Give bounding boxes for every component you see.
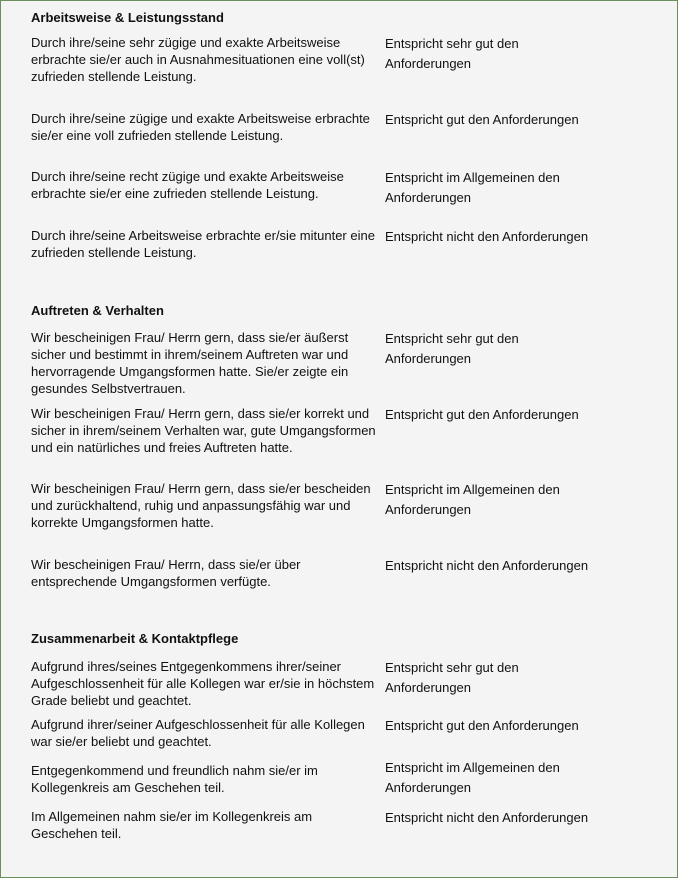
rating-text: Entspricht im Allgemeinen den Anforderungen (385, 170, 560, 205)
rating-text: Entspricht im Allgemeinen den Anforderungen (385, 760, 560, 795)
statement-text: Durch ihre/seine zügige und exakte Arbeitsweise erbrachte sie/er eine voll zufrieden stellende Leistung. (31, 111, 370, 143)
statement-text: Durch ihre/seine Arbeitsweise erbrachte er/sie mitunter eine zufrieden stellende Leistung. (31, 228, 375, 260)
statement-text: Im Allgemeinen nahm sie/er im Kollegenkreis am Geschehen teil. (31, 809, 313, 841)
rating-text: Entspricht nicht den Anforderungen (385, 558, 589, 573)
statement-text: Entgegenkommend und freundlich nahm sie/er im Kollegenkreis am Geschehen teil. (31, 763, 318, 795)
rating-text: Entspricht gut den Anforderungen (385, 112, 579, 127)
section-heading-auftreten: Auftreten & Verhalten (31, 303, 164, 318)
statement-text: Wir bescheinigen Frau/ Herrn, dass sie/er über entsprechende Umgangsformen verfügte. (31, 557, 301, 589)
statement-text: Aufgrund ihres/seines Entgegenkommens ihrer/seiner Aufgeschlossenheit für alle Kollegen war er/sie in höchstem Grade beliebt und geachtet. (31, 659, 375, 708)
rating-text: Entspricht sehr gut den Anforderungen (385, 36, 519, 71)
statement-text: Durch ihre/seine recht zügige und exakte Arbeitsweise erbrachte sie/er eine zufrieden stellende Leistung. (31, 169, 344, 201)
section-heading-zusammenarbeit: Zusammenarbeit & Kontaktpflege (31, 631, 239, 646)
rating-text: Entspricht sehr gut den Anforderungen (385, 660, 519, 695)
statement-text: Wir bescheinigen Frau/ Herrn gern, dass sie/er bescheiden und zurückhaltend, ruhig und anpassungsfähig war und korrekte Umgangsformen hatte. (31, 481, 371, 530)
rating-text: Entspricht gut den Anforderungen (385, 407, 579, 422)
section-heading-arbeitsweise: Arbeitsweise & Leistungsstand (31, 10, 224, 25)
rating-text: Entspricht nicht den Anforderungen (385, 229, 589, 244)
rating-text: Entspricht gut den Anforderungen (385, 718, 579, 733)
statement-text: Wir bescheinigen Frau/ Herrn gern, dass sie/er korrekt und sicher in ihrem/seinem Verhalten war, gute Umgangsformen und ein natürliches und freies Auftreten hatte. (31, 406, 376, 455)
statement-text: Wir bescheinigen Frau/ Herrn gern, dass sie/er äußerst sicher und bestimmt in ihrem/seinem Auftreten war und hervorragende Umgangsformen hatte. Sie/er zeigte ein gesundes Selbstvertrauen. (31, 330, 349, 396)
rating-text: Entspricht sehr gut den Anforderungen (385, 331, 519, 366)
rating-text: Entspricht im Allgemeinen den Anforderungen (385, 482, 560, 517)
rating-text: Entspricht nicht den Anforderungen (385, 810, 589, 825)
statement-text: Aufgrund ihrer/seiner Aufgeschlossenheit für alle Kollegen war sie/er beliebt und geachtet. (31, 717, 365, 749)
statement-text: Durch ihre/seine sehr zügige und exakte Arbeitsweise erbrachte sie/er auch in Ausnahmesituationen eine voll(st) zufrieden stellende Leistung. (31, 35, 365, 84)
